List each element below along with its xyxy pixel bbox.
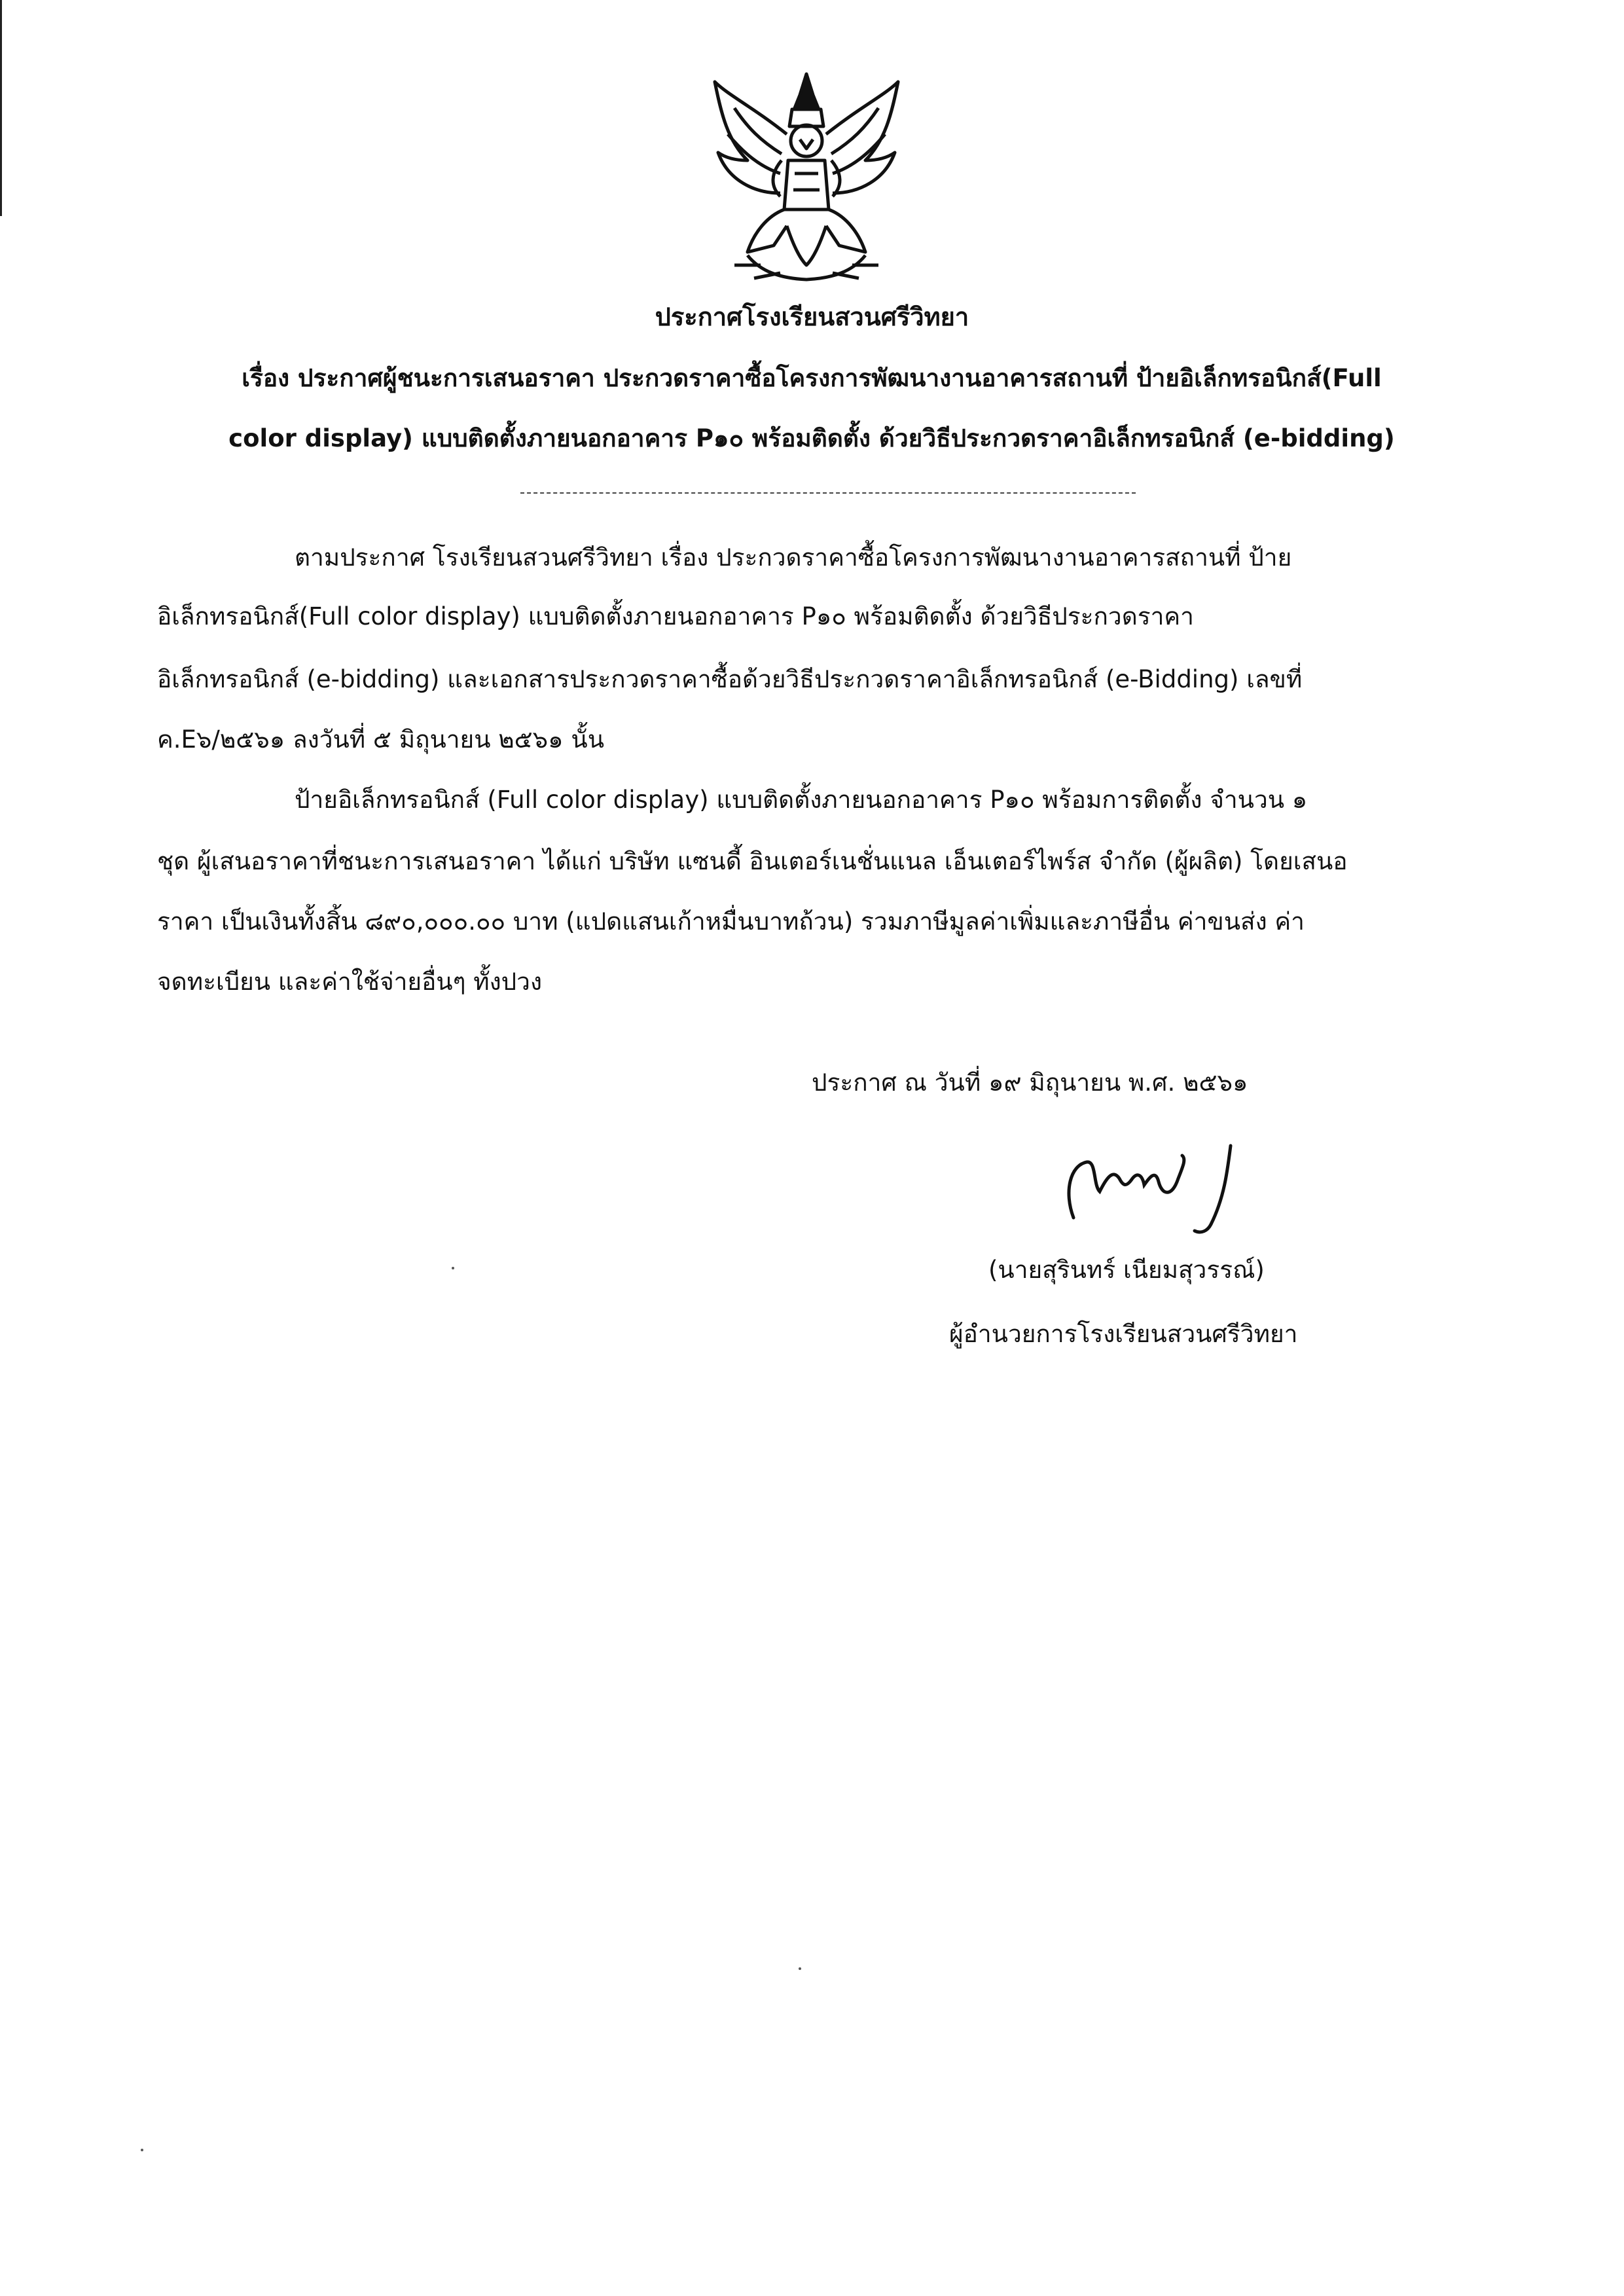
announcement-date: ประกาศ ณ วันที่ ๑๙ มิถุนายน พ.ศ. ๒๕๖๑ bbox=[812, 1068, 1248, 1097]
paragraph-2-line-4: จดทะเบียน และค่าใช้จ่ายอื่นๆ ทั้งปวง bbox=[157, 968, 543, 996]
signatory-name: (นายสุรินทร์ เนียมสุวรรณ์) bbox=[988, 1256, 1265, 1284]
announcement-title: ประกาศโรงเรียนสวนศรีวิทยา bbox=[655, 302, 969, 331]
paragraph-1-line-3: อิเล็กทรอนิกส์ (e-bidding) และเอกสารประกวดราคาซื้อด้วยวิธีประกวดราคาอิเล็กทรอนิกส์ (e-Bidding) เลขที่ bbox=[157, 665, 1303, 693]
subject-line-2: color display) แบบติดตั้งภายนอกอาคาร P๑๐ พร้อมติดตั้ง ด้วยวิธีประกวดราคาอิเล็กทรอนิกส์ (e-bidding) bbox=[228, 424, 1395, 452]
paragraph-1-line-4: ค.E๖/๒๕๖๑ ลงวันที่ ๕ มิถุนายน ๒๕๖๑ นั้น bbox=[157, 725, 605, 754]
garuda-emblem-icon bbox=[708, 69, 905, 288]
paragraph-1-line-2: อิเล็กทรอนิกส์(Full color display) แบบติดตั้งภายนอกอาคาร P๑๐ พร้อมติดตั้ง ด้วยวิธีประกวดราคา bbox=[157, 602, 1194, 630]
separator-line bbox=[520, 492, 1136, 494]
scan-speck bbox=[141, 2149, 143, 2151]
paragraph-2-line-3: ราคา เป็นเงินทั้งสิ้น ๘๙๐,๐๐๐.๐๐ บาท (แปดแสนเก้าหมื่นบาทถ้วน) รวมภาษีมูลค่าเพิ่มและภาษีอื่น ค่าขนส่ง ค่า bbox=[157, 907, 1305, 936]
subject-line-1: เรื่อง ประกาศผู้ชนะการเสนอราคา ประกวดราคาซื้อโครงการพัฒนางานอาคารสถานที่ ป้ายอิเล็กทรอนิกส์(Full bbox=[242, 364, 1382, 392]
scan-edge-mark bbox=[0, 0, 6, 216]
paragraph-1-line-1: ตามประกาศ โรงเรียนสวนศรีวิทยา เรื่อง ประกวดราคาซื้อโครงการพัฒนางานอาคารสถานที่ ป้าย bbox=[295, 543, 1292, 572]
handwritten-signature bbox=[1060, 1139, 1263, 1244]
scan-speck bbox=[799, 1967, 801, 1970]
paragraph-2-line-2: ชุด ผู้เสนอราคาที่ชนะการเสนอราคา ได้แก่ บริษัท แซนดี้ อินเตอร์เนชั่นแนล เอ็นเตอร์ไพร์ส จำกัด (ผู้ผลิต) โดยเสนอ bbox=[157, 847, 1348, 875]
signatory-title: ผู้อำนวยการโรงเรียนสวนศรีวิทยา bbox=[949, 1320, 1298, 1348]
scan-speck bbox=[452, 1267, 454, 1269]
paragraph-2-line-1: ป้ายอิเล็กทรอนิกส์ (Full color display) แบบติดตั้งภายนอกอาคาร P๑๐ พร้อมการติดตั้ง จำนวน ๑ bbox=[295, 786, 1308, 814]
